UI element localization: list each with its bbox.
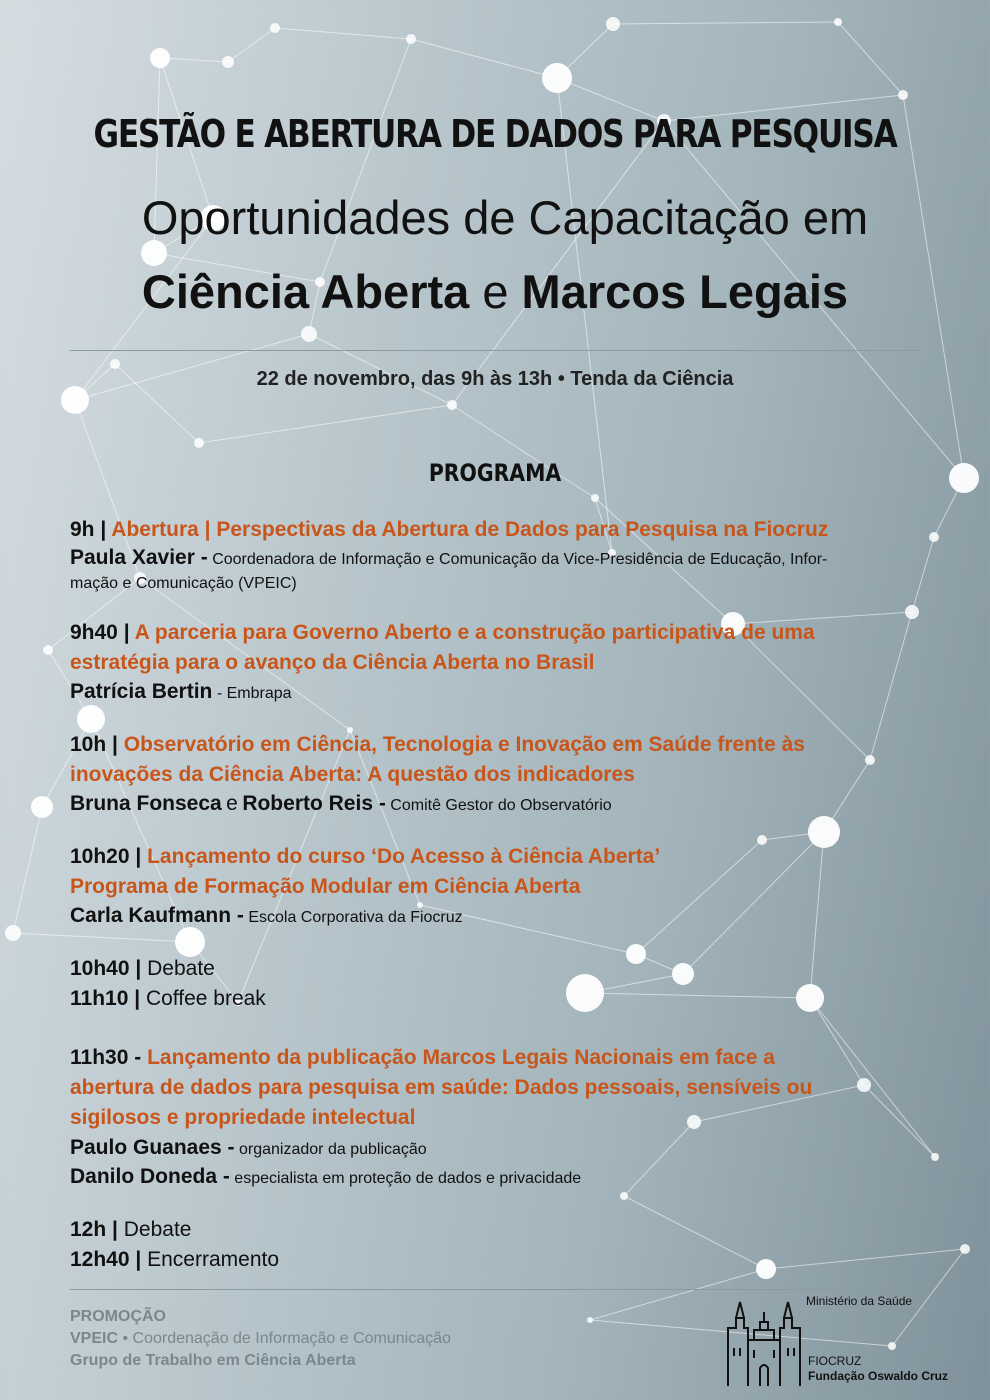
item-title: Observatório em Ciência, Tecnologia e Inovação em Saúde frente às [123,733,805,756]
program-item-9h40 [70,618,815,648]
item-title: Abertura | Perspectivas da Abertura de Dados para Pesquisa na Fiocruz [111,518,829,541]
program-item-11h10 [70,984,266,1014]
subtitle-connector: e [482,265,509,318]
subtitle-bold-marcos-legais: Marcos Legais [521,265,849,318]
promo-line-2: Grupo de Trabalho em Ciência Aberta [70,1352,356,1369]
logo-fiocruz: FIOCRUZ [808,1354,862,1368]
item-time: 12h40 | [70,1248,142,1271]
item-label: Debate [123,1218,192,1241]
item-label: Coffee break [145,987,266,1010]
item-time: 11h30 - [70,1046,142,1069]
item-speaker-line [70,546,827,570]
item-time: 9h | [70,518,107,541]
program-item-10h40 [70,954,215,984]
subtitle-line1: Oportunidades de Capacitação em [141,191,869,244]
speaker-role: Coordenadora de Informação e Comunicação da Vice-Presidência de Educação, Infor- [212,551,828,568]
item-title: A parceria para Governo Aberto e a construção participativa de uma [134,621,815,644]
speaker-role-continued: mação e Comunicação (VPEIC) [70,575,297,592]
event-date: 22 de novembro, das 9h às 13h • Tenda da Ciência [256,368,734,390]
item-time: 10h40 | [70,957,142,980]
logo-foundation: Fundação Oswaldo Cruz [808,1369,949,1383]
item-speaker-line [70,680,292,704]
speaker-name: Roberto Reis - [242,792,386,815]
program-item-10h [70,730,805,760]
promo-heading: PROMOÇÃO [70,1308,166,1325]
item-speaker-line [70,904,463,928]
castle-icon [724,1288,804,1388]
subtitle-bold-ciencia-aberta: Ciência Aberta [141,265,470,318]
promo-vpeic: VPEIC [70,1330,119,1347]
item-time: 10h20 | [70,845,142,868]
speaker-name: Patrícia Bertin [70,680,213,703]
item-time: 11h10 | [70,987,141,1010]
page-title: GESTÃO E ABERTURA DE DADOS PARA PESQUISA [93,112,897,156]
fiocruz-logo [724,1288,964,1388]
speaker-role: - Embrapa [216,685,292,702]
item-title: Lançamento da publicação Marcos Legais Nacionais em face a [147,1046,775,1069]
program-item-12h40 [70,1245,279,1275]
item-label: Encerramento [147,1248,280,1271]
speaker-name: Paula Xavier - [70,546,208,569]
speaker-name: Carla Kaufmann - [70,904,244,927]
item-time: 10h | [70,733,118,756]
speaker-role: Escola Corporativa da Fiocruz [248,909,463,926]
item-time: 9h40 | [70,621,130,644]
program-item-9h [70,515,828,545]
item-speaker-line [70,1165,581,1189]
item-time: 12h | [70,1218,118,1241]
subtitle-line2 [0,264,990,319]
program-item-10h20 [70,842,660,872]
speaker-name: Bruna Fonseca [70,792,222,815]
item-title-continued: estratégia para o avanço da Ciência Aberta no Brasil [70,651,595,674]
speaker-role: especialista em proteção de dados e privacidade [234,1170,582,1187]
item-title: Lançamento do curso ‘Do Acesso à Ciência Aberta’ [147,845,661,868]
item-title-continued: inovações da Ciência Aberta: A questão dos indicadores [70,763,635,786]
item-title-continued: sigilosos e propriedade intelectual [70,1106,416,1129]
promo-coordination: • Coordenação de Informação e Comunicação [122,1330,451,1347]
program-item-12h [70,1215,191,1245]
item-label: Debate [147,957,215,980]
item-title-continued: abertura de dados para pesquisa em saúde: Dados pessoais, sensíveis ou [70,1076,813,1099]
programa-heading: PROGRAMA [428,459,562,487]
promo-line-1 [70,1330,451,1348]
item-speaker-line [70,792,612,816]
program-item-11h30 [70,1043,775,1073]
item-speaker-line [70,1136,427,1160]
header-divider [70,350,918,351]
speaker-name: Paulo Guanaes - [70,1136,235,1159]
logo-ministry: Ministério da Saúde [806,1294,913,1308]
speaker-join: e [226,792,238,815]
speaker-role: organizador da publicação [239,1141,427,1158]
speaker-name: Danilo Doneda - [70,1165,230,1188]
item-title-continued: Programa de Formação Modular em Ciência Aberta [70,875,581,898]
speaker-role: Comitê Gestor do Observatório [390,797,612,814]
